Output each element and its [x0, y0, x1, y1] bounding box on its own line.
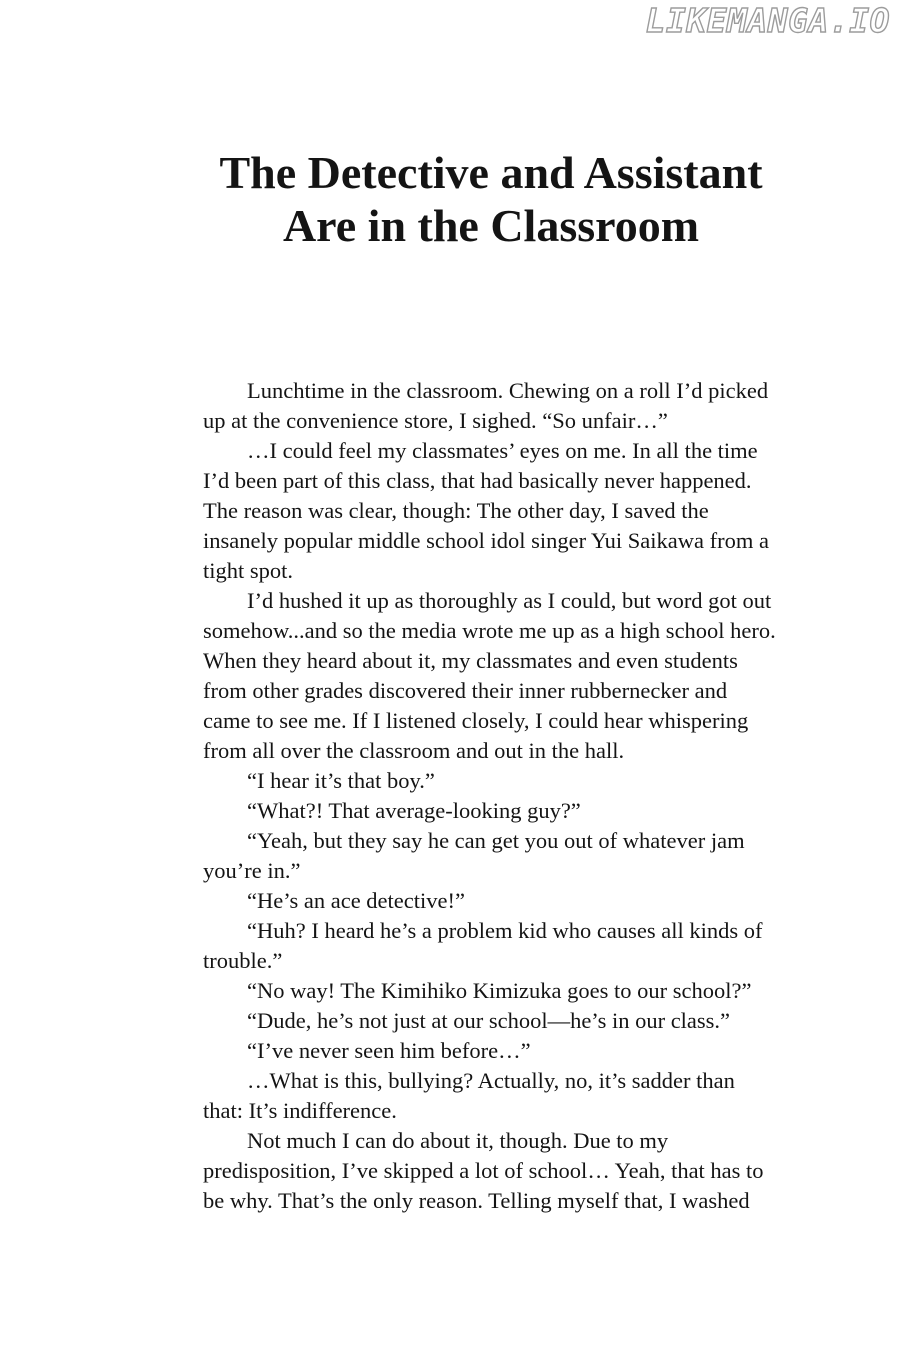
text-line: predisposition, I’ve skipped a lot of school… Yeah, that has to	[203, 1158, 764, 1183]
text-line: Lunchtime in the classroom. Chewing on a roll I’d picked	[247, 378, 769, 403]
chapter-title	[161, 146, 821, 252]
text-line: When they heard about it, my classmates and even students	[203, 648, 738, 673]
text-line: “He’s an ace detective!”	[247, 888, 465, 913]
text-line: …I could feel my classmates’ eyes on me. In all the time	[247, 438, 758, 463]
text-line: …What is this, bullying? Actually, no, it’s sadder than	[247, 1068, 735, 1093]
text-line: “No way! The Kimihiko Kimizuka goes to our school?”	[247, 978, 752, 1003]
text-line: came to see me. If I listened closely, I could hear whispering	[203, 708, 749, 733]
text-line: trouble.”	[203, 948, 283, 973]
text-line: “Dude, he’s not just at our school—he’s in our class.”	[247, 1008, 731, 1033]
text-line: from other grades discovered their inner rubbernecker and	[203, 678, 728, 703]
text-line: you’re in.”	[203, 858, 301, 883]
text-line: “What?! That average-looking guy?”	[247, 798, 581, 823]
chapter-title-line-2: Are in the Classroom	[282, 200, 700, 251]
text-line: that: It’s indifference.	[203, 1098, 397, 1123]
text-line: up at the convenience store, I sighed. “So unfair…”	[203, 408, 668, 433]
text-line: “Huh? I heard he’s a problem kid who causes all kinds of	[247, 918, 763, 943]
text-line: I’d been part of this class, that had basically never happened.	[203, 468, 752, 493]
text-line: be why. That’s the only reason. Telling myself that, I washed	[203, 1188, 750, 1213]
text-line: “I’ve never seen him before…”	[247, 1038, 531, 1063]
text-line: The reason was clear, though: The other day, I saved the	[203, 498, 709, 523]
chapter-title-line-1: The Detective and Assistant	[219, 147, 763, 198]
text-line: “I hear it’s that boy.”	[247, 768, 435, 793]
text-line: insanely popular middle school idol singer Yui Saikawa from a	[203, 528, 769, 553]
text-line: from all over the classroom and out in the hall.	[203, 738, 625, 763]
text-line: tight spot.	[203, 558, 294, 583]
body-text	[203, 376, 803, 1216]
text-line: I’d hushed it up as thoroughly as I could, but word got out	[247, 588, 772, 613]
site-watermark: LIKEMANGA.IO	[645, 1, 890, 40]
text-line: somehow...and so the media wrote me up as a high school hero.	[203, 618, 776, 643]
text-line: Not much I can do about it, though. Due to my	[247, 1128, 669, 1153]
text-line: “Yeah, but they say he can get you out of whatever jam	[247, 828, 745, 853]
